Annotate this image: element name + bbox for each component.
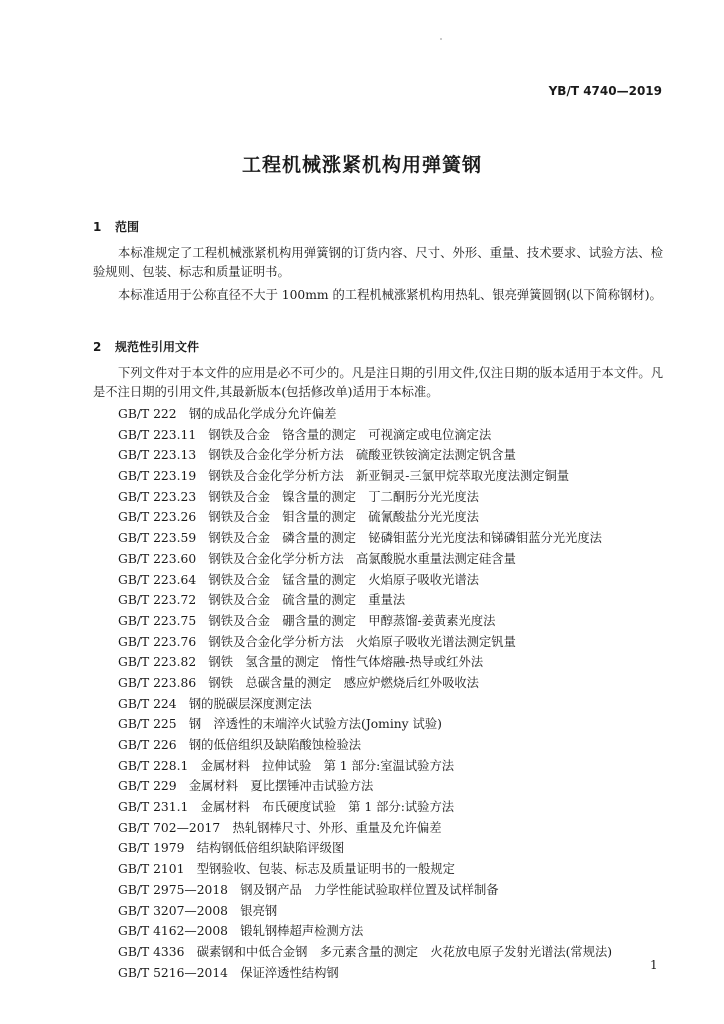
- reference-item: GB/T 223.75 钢铁及合金 硼含量的测定 甲醇蒸馏-姜黄素光度法: [118, 613, 496, 628]
- reference-item: GB/T 4336 碳素钢和中低合金钢 多元素含量的测定 火花放电原子发射光谱法(常规法): [118, 944, 613, 959]
- section-2-heading: [93, 338, 199, 355]
- section-number: 1: [93, 220, 102, 234]
- reference-item: GB/T 223.86 钢铁 总碳含量的测定 感应炉燃烧后红外吸收法: [118, 675, 479, 690]
- reference-item: GB/T 223.64 钢铁及合金 锰含量的测定 火焰原子吸收光谱法: [118, 572, 479, 587]
- section-1-paragraph-1: 本标准规定了工程机械涨紧机构用弹簧钢的订货内容、尺寸、外形、重量、技术要求、试验方法、检验规则、包装、标志和质量证明书。: [93, 246, 663, 279]
- reference-item: GB/T 223.26 钢铁及合金 钼含量的测定 硫氰酸盐分光光度法: [118, 510, 479, 525]
- reference-item: GB/T 231.1 金属材料 布氏硬度试验 第 1 部分:试验方法: [118, 800, 455, 815]
- reference-item: GB/T 3207—2008 银亮钢: [118, 903, 278, 918]
- standard-code: YB/T 4740—2019: [548, 84, 662, 98]
- reference-item: GB/T 4162—2008 锻轧钢棒超声检测方法: [118, 924, 364, 939]
- reference-item: GB/T 223.59 钢铁及合金 磷含量的测定 铋磷钼蓝分光光度法和锑磷钼蓝分光光度法: [118, 531, 602, 546]
- reference-item: GB/T 2975—2018 钢及钢产品 力学性能试验取样位置及试样制备: [118, 882, 499, 897]
- reference-item: GB/T 2101 型钢验收、包装、标志及质量证明书的一般规定: [118, 862, 455, 877]
- page-number: 1: [650, 958, 658, 972]
- reference-item: GB/T 223.19 钢铁及合金化学分析方法 新亚铜灵-三氯甲烷萃取光度法测定铜量: [118, 469, 570, 484]
- section-title: 规范性引用文件: [115, 340, 200, 354]
- reference-list: [118, 404, 678, 983]
- reference-item: GB/T 226 钢的低倍组织及缺陷酸蚀检验法: [118, 738, 362, 752]
- reference-item: GB/T 222 钢的成品化学成分允许偏差: [118, 407, 337, 421]
- document-title: 工程机械涨紧机构用弹簧钢: [241, 154, 482, 176]
- reference-item: GB/T 223.60 钢铁及合金化学分析方法 高氯酸脱水重量法测定硅含量: [118, 551, 516, 566]
- section-1-paragraph-2: 本标准适用于公称直径不大于 100mm 的工程机械涨紧机构用热轧、银亮弹簧圆钢(以下简称钢材)。: [118, 288, 662, 302]
- reference-item: GB/T 223.72 钢铁及合金 硫含量的测定 重量法: [118, 593, 406, 608]
- reference-item: GB/T 223.76 钢铁及合金化学分析方法 火焰原子吸收光谱法测定钒量: [118, 634, 516, 649]
- section-title: 范围: [115, 220, 140, 234]
- section-1-heading: [93, 218, 139, 235]
- reference-item: GB/T 223.23 钢铁及合金 镍含量的测定 丁二酮肟分光光度法: [118, 489, 479, 504]
- section-number: 2: [93, 340, 102, 354]
- reference-item: GB/T 702—2017 热轧钢棒尺寸、外形、重量及允许偏差: [118, 820, 442, 835]
- reference-item: GB/T 225 钢 淬透性的末端淬火试验方法(Jominy 试验): [118, 717, 442, 732]
- section-2-paragraph-1: 下列文件对于本文件的应用是必不可少的。凡是注日期的引用文件,仅注日期的版本适用于本文件。凡是不注日期的引用文件,其最新版本(包括修改单)适用于本标准。: [93, 366, 663, 399]
- reference-item: GB/T 228.1 金属材料 拉伸试验 第 1 部分:室温试验方法: [118, 758, 455, 773]
- reference-item: GB/T 5216—2014 保证淬透性结构钢: [118, 965, 339, 980]
- reference-item: GB/T 223.82 钢铁 氢含量的测定 惰性气体熔融-热导或红外法: [118, 655, 484, 670]
- reference-item: GB/T 224 钢的脱碳层深度测定法: [118, 696, 312, 711]
- reference-item: GB/T 223.11 钢铁及合金 铬含量的测定 可视滴定或电位滴定法: [118, 427, 492, 442]
- reference-item: GB/T 1979 结构钢低倍组织缺陷评级图: [118, 841, 345, 856]
- scan-speck: [440, 38, 442, 40]
- reference-item: GB/T 223.13 钢铁及合金化学分析方法 硫酸亚铁铵滴定法测定钒含量: [118, 448, 516, 463]
- reference-item: GB/T 229 金属材料 夏比摆锤冲击试验方法: [118, 779, 374, 794]
